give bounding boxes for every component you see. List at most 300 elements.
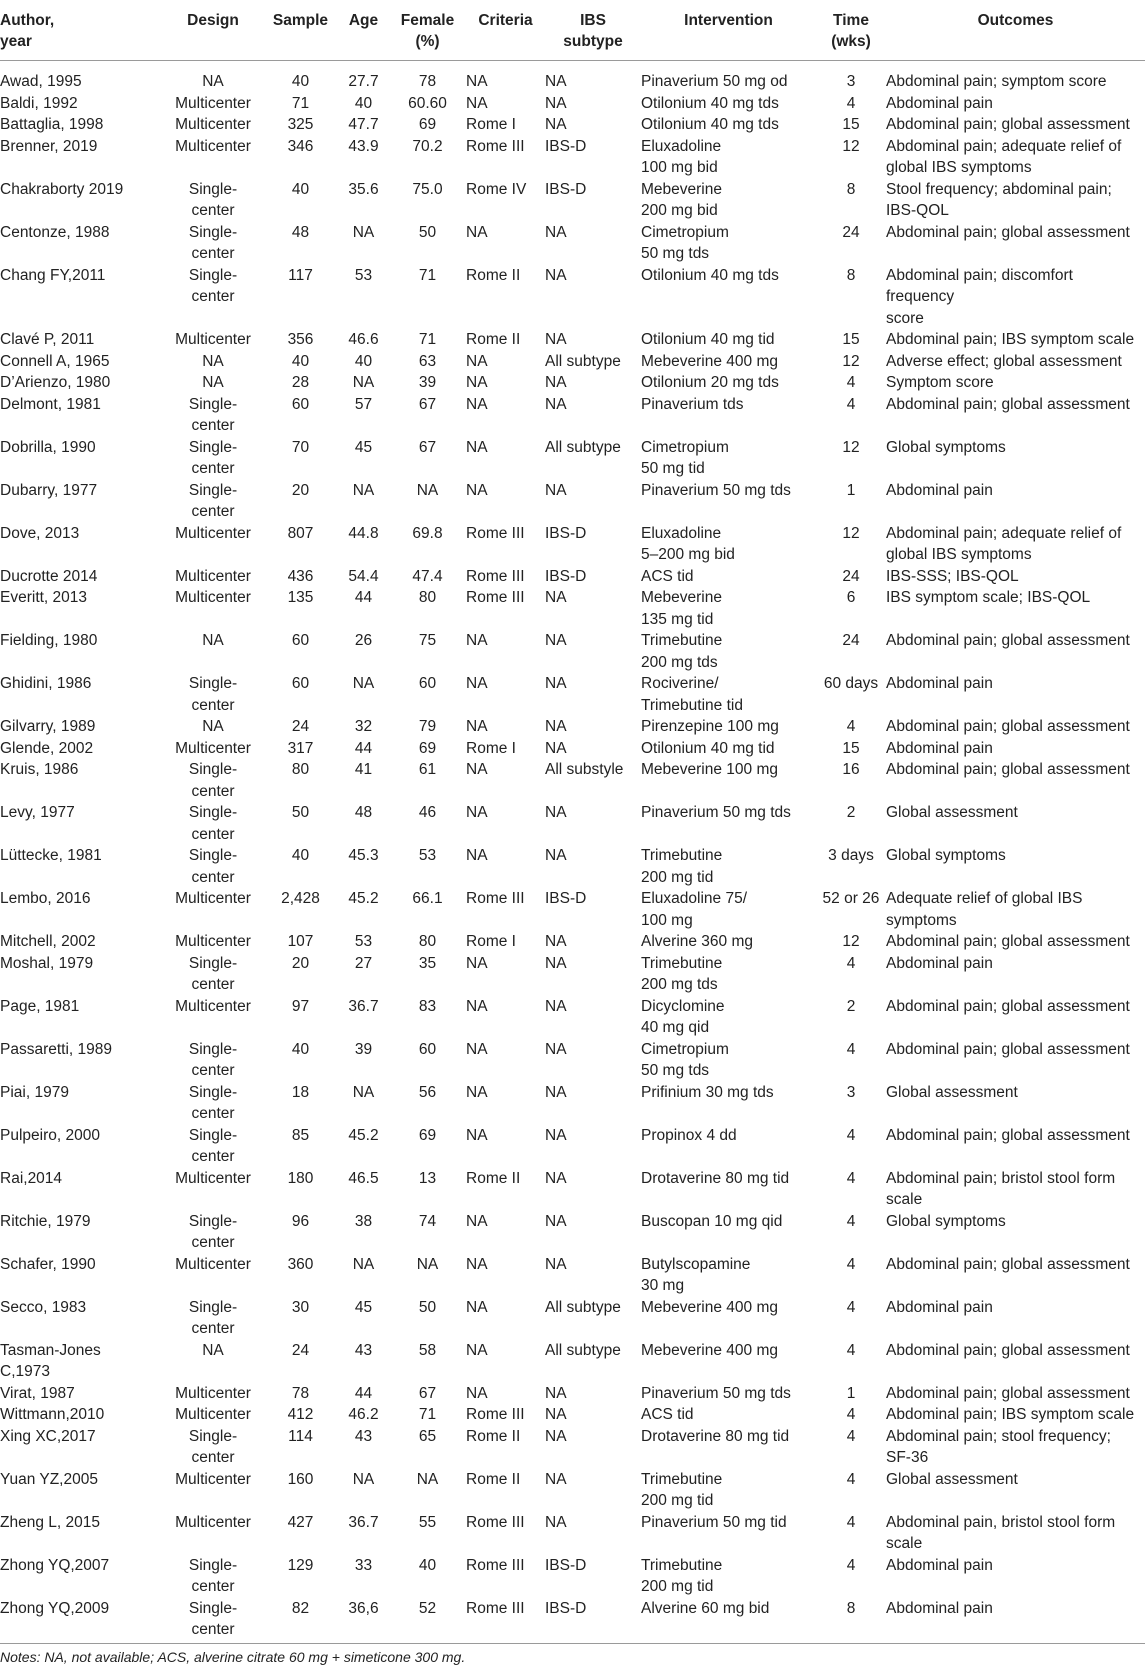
table-row xyxy=(0,630,1145,673)
table-row xyxy=(0,1426,1145,1469)
cell-time-weeks: 15 xyxy=(842,331,860,348)
cell-sample: 18 xyxy=(291,1083,310,1101)
cell-female-percent: 58 xyxy=(418,1341,437,1359)
cell-design: Multicenter xyxy=(175,331,251,348)
cell-intervention: Mebeverine 100 mg xyxy=(641,761,778,778)
table-row xyxy=(0,1512,1145,1555)
cell-age: 40 xyxy=(354,94,373,112)
cell-author-year: Ghidini, 1986 xyxy=(0,675,92,692)
cell-intervention: Trimebutine 200 mg tid xyxy=(641,1556,723,1595)
cell-female-percent: 78 xyxy=(418,73,437,90)
cell-intervention: Cimetropium 50 mg tds xyxy=(641,1040,729,1079)
cell-outcomes: Abdominal pain; bristol stool form scale xyxy=(886,1169,1116,1208)
table-row xyxy=(0,523,1145,566)
cell-author-year: D’Arienzo, 1980 xyxy=(0,374,111,391)
cell-time-weeks: 8 xyxy=(846,180,856,198)
cell-ibs-subtype: NA xyxy=(545,1470,567,1488)
table-row xyxy=(0,1555,1145,1598)
column-header-design: Design xyxy=(187,12,239,29)
cell-time-weeks: 12 xyxy=(842,438,860,456)
cell-design: Multicenter xyxy=(175,1255,251,1273)
table-row xyxy=(0,953,1145,996)
cell-intervention: Propinox 4 dd xyxy=(641,1126,737,1144)
table-row xyxy=(0,222,1145,265)
cell-ibs-subtype: NA xyxy=(545,395,567,413)
cell-intervention: Otilonium 40 mg tds xyxy=(641,94,779,112)
cell-female-percent: 13 xyxy=(418,1169,437,1187)
cell-sample: 40 xyxy=(291,180,310,198)
cell-time-weeks: 4 xyxy=(846,1255,856,1273)
cell-sample: 20 xyxy=(291,481,310,499)
cell-time-weeks: 4 xyxy=(846,395,856,413)
cell-design: Multicenter xyxy=(175,933,251,950)
cell-ibs-subtype: NA xyxy=(545,1513,567,1531)
column-header-intervention: Intervention xyxy=(684,12,773,29)
cell-time-weeks: 15 xyxy=(842,739,860,757)
cell-intervention: Butylscopamine 30 mg xyxy=(641,1255,751,1294)
cell-outcomes: Abdominal pain; adequate relief of global IBS symptoms xyxy=(886,524,1122,563)
cell-intervention: Mebeverine 400 mg xyxy=(641,352,778,370)
cell-sample: 24 xyxy=(291,718,310,735)
cell-criteria: Rome I xyxy=(466,933,516,950)
cell-age: 27 xyxy=(354,954,373,972)
table-row xyxy=(0,265,1145,330)
cell-design: NA xyxy=(202,1341,224,1359)
cell-intervention: Eluxadoline 5–200 mg bid xyxy=(641,524,735,563)
cell-criteria: Rome II xyxy=(466,266,521,284)
cell-female-percent: 55 xyxy=(418,1513,437,1531)
cell-time-weeks: 8 xyxy=(846,1599,856,1617)
cell-author-year: Pulpeiro, 2000 xyxy=(0,1126,100,1144)
cell-criteria: Rome I xyxy=(466,739,516,757)
cell-outcomes: Abdominal pain xyxy=(886,1599,993,1617)
cell-age: 43 xyxy=(354,1341,373,1359)
cell-intervention: Pinaverium 50 mg od xyxy=(641,73,788,90)
cell-time-weeks: 4 xyxy=(846,954,856,972)
table-row xyxy=(0,716,1145,738)
cell-ibs-subtype: NA xyxy=(545,739,567,757)
cell-female-percent: 50 xyxy=(418,1298,437,1316)
column-header-outcomes: Outcomes xyxy=(977,12,1054,29)
cell-female-percent: 79 xyxy=(418,718,437,735)
cell-intervention: Prifinium 30 mg tds xyxy=(641,1083,774,1101)
cell-time-weeks: 3 xyxy=(846,1083,856,1101)
cell-criteria: NA xyxy=(466,1384,488,1402)
cell-age: 46.2 xyxy=(348,1406,379,1423)
cell-intervention: Cimetropium 50 mg tid xyxy=(641,438,729,477)
cell-outcomes: Abdominal pain; global assessment xyxy=(886,223,1130,241)
table-row xyxy=(0,351,1145,373)
cell-ibs-subtype: NA xyxy=(545,589,567,606)
cell-criteria: Rome III xyxy=(466,524,525,542)
cell-design: Single- center xyxy=(188,1298,238,1337)
table-row xyxy=(0,996,1145,1039)
cell-outcomes: Global assessment xyxy=(886,804,1018,821)
cell-sample: 117 xyxy=(288,266,313,284)
cell-design: Single- center xyxy=(188,1040,238,1079)
cell-time-weeks: 4 xyxy=(846,1341,856,1359)
cell-sample: 135 xyxy=(287,589,314,606)
cell-author-year: Xing XC,2017 xyxy=(0,1427,96,1445)
cell-ibs-subtype: NA xyxy=(545,632,567,649)
cell-time-weeks: 24 xyxy=(842,567,860,585)
cell-design: Multicenter xyxy=(175,1513,251,1531)
cell-outcomes: Abdominal pain; discomfort frequency score xyxy=(886,266,1073,327)
table-row xyxy=(0,845,1145,888)
cell-time-weeks: 4 xyxy=(846,1406,856,1423)
cell-age: 45 xyxy=(354,438,373,456)
cell-age: 57 xyxy=(354,395,373,413)
cell-design: Single- center xyxy=(188,223,238,262)
cell-time-weeks: 1 xyxy=(846,1384,856,1402)
table-row xyxy=(0,738,1145,760)
cell-age: 40 xyxy=(354,352,373,370)
cell-ibs-subtype: NA xyxy=(545,374,567,391)
cell-ibs-subtype: NA xyxy=(545,954,567,972)
table-row xyxy=(0,93,1145,115)
cell-female-percent: 63 xyxy=(418,352,437,370)
table-row xyxy=(0,1254,1145,1297)
cell-ibs-subtype: NA xyxy=(545,1169,567,1187)
cell-sample: 70 xyxy=(291,438,310,456)
cell-author-year: Zhong YQ,2009 xyxy=(0,1599,110,1617)
cell-author-year: Piai, 1979 xyxy=(0,1083,69,1101)
cell-outcomes: Abdominal pain xyxy=(886,1556,993,1574)
cell-criteria: Rome III xyxy=(466,137,525,155)
cell-female-percent: 46 xyxy=(418,804,437,821)
cell-intervention: Trimebutine 200 mg tds xyxy=(641,632,723,671)
cell-sample: 129 xyxy=(287,1556,314,1574)
cell-author-year: Tasman-Jones C,1973 xyxy=(0,1341,101,1380)
table-notes: Notes: NA, not available; ACS, alverine citrate 60 mg + simeticone 300 mg. xyxy=(0,1648,466,1665)
cell-female-percent: NA xyxy=(416,1470,439,1488)
cell-intervention: Mebeverine 400 mg xyxy=(641,1341,778,1359)
cell-design: Single- center xyxy=(188,180,238,219)
table-row xyxy=(0,1340,1145,1383)
cell-female-percent: 65 xyxy=(418,1427,437,1445)
cell-intervention: Otilonium 40 mg tds xyxy=(641,266,779,284)
cell-outcomes: Abdominal pain xyxy=(886,94,993,112)
cell-design: NA xyxy=(202,352,224,370)
cell-sample: 114 xyxy=(288,1427,313,1445)
cell-author-year: Ritchie, 1979 xyxy=(0,1212,91,1230)
cell-author-year: Passaretti, 1989 xyxy=(0,1040,113,1058)
table-row xyxy=(0,480,1145,523)
cell-age: 44 xyxy=(354,1384,373,1402)
cell-author-year: Clavé P, 2011 xyxy=(0,331,95,348)
cell-criteria: Rome II xyxy=(466,1470,521,1488)
cell-female-percent: 80 xyxy=(418,933,437,950)
cell-age: 44 xyxy=(354,589,373,606)
cell-design: Multicenter xyxy=(175,1470,251,1488)
cell-design: Multicenter xyxy=(175,1406,251,1423)
cell-design: Multicenter xyxy=(175,567,251,585)
cell-sample: 436 xyxy=(287,567,314,585)
cell-criteria: NA xyxy=(466,1126,488,1144)
cell-sample: 97 xyxy=(291,997,310,1015)
column-header-female-percent: Female (%) xyxy=(400,12,455,50)
cell-criteria: NA xyxy=(466,761,488,778)
table-row xyxy=(0,566,1145,588)
cell-age: 45.2 xyxy=(348,890,379,907)
cell-sample: 60 xyxy=(291,675,310,692)
cell-sample: 325 xyxy=(287,116,314,133)
table-row xyxy=(0,802,1145,845)
cell-criteria: NA xyxy=(466,73,488,90)
cell-outcomes: Global assessment xyxy=(886,1470,1018,1488)
cell-outcomes: Abdominal pain; global assessment xyxy=(886,1126,1130,1144)
cell-sample: 24 xyxy=(291,1341,310,1359)
cell-design: NA xyxy=(202,632,224,649)
cell-ibs-subtype: NA xyxy=(545,266,567,284)
cell-author-year: Yuan YZ,2005 xyxy=(0,1470,98,1488)
cell-design: Single- center xyxy=(188,1556,238,1595)
cell-design: Multicenter xyxy=(175,524,251,542)
cell-sample: 160 xyxy=(287,1470,314,1488)
cell-sample: 107 xyxy=(287,933,314,950)
table-row xyxy=(0,437,1145,480)
cell-time-weeks: 12 xyxy=(842,524,860,542)
cell-outcomes: Abdominal pain; global assessment xyxy=(886,933,1130,950)
cell-intervention: Otilonium 40 mg tid xyxy=(641,331,775,348)
cell-design: Single- center xyxy=(188,954,238,993)
cell-female-percent: 60.60 xyxy=(408,94,447,112)
cell-intervention: Cimetropium 50 mg tds xyxy=(641,223,729,262)
cell-criteria: Rome III xyxy=(466,1599,525,1617)
cell-author-year: Zheng L, 2015 xyxy=(0,1513,100,1531)
cell-design: Single- center xyxy=(188,481,238,520)
cell-sample: 60 xyxy=(291,632,310,649)
cell-outcomes: Adequate relief of global IBS symptoms xyxy=(886,890,1083,929)
cell-author-year: Kruis, 1986 xyxy=(0,761,79,778)
cell-criteria: Rome III xyxy=(466,1406,525,1423)
cell-female-percent: 60 xyxy=(418,1040,437,1058)
cell-time-weeks: 52 or 26 xyxy=(822,890,880,907)
cell-author-year: Page, 1981 xyxy=(0,997,80,1015)
cell-time-weeks: 8 xyxy=(846,266,856,284)
cell-time-weeks: 60 days xyxy=(823,675,879,692)
cell-time-weeks: 4 xyxy=(846,374,856,391)
cell-design: NA xyxy=(202,374,224,391)
cell-author-year: Levy, 1977 xyxy=(0,804,75,821)
table-row xyxy=(0,1211,1145,1254)
table-row xyxy=(0,931,1145,953)
cell-ibs-subtype: NA xyxy=(545,675,567,692)
cell-design: Single- center xyxy=(188,395,238,434)
cell-outcomes: Abdominal pain xyxy=(886,481,993,499)
cell-criteria: NA xyxy=(466,997,488,1015)
cell-sample: 360 xyxy=(287,1255,314,1273)
cell-ibs-subtype: NA xyxy=(545,1427,567,1445)
cell-author-year: Awad, 1995 xyxy=(0,73,82,90)
cell-time-weeks: 24 xyxy=(842,632,860,649)
cell-criteria: NA xyxy=(466,1212,488,1230)
cell-criteria: NA xyxy=(466,1298,488,1316)
cell-outcomes: Global assessment xyxy=(886,1083,1018,1101)
cell-ibs-subtype: NA xyxy=(545,116,567,133)
cell-time-weeks: 4 xyxy=(846,1212,856,1230)
cell-outcomes: Abdominal pain; global assessment xyxy=(886,718,1130,735)
cell-ibs-subtype: IBS-D xyxy=(545,1556,587,1574)
cell-sample: 317 xyxy=(287,739,314,757)
cell-outcomes: Abdominal pain; IBS symptom scale xyxy=(886,1406,1135,1423)
cell-intervention: Drotaverine 80 mg tid xyxy=(641,1169,790,1187)
cell-time-weeks: 6 xyxy=(846,589,856,606)
cell-criteria: Rome III xyxy=(466,890,525,907)
cell-female-percent: 50 xyxy=(418,223,437,241)
cell-female-percent: 52 xyxy=(418,1599,437,1617)
cell-intervention: Dicyclomine 40 mg qid xyxy=(641,997,725,1036)
cell-outcomes: Stool frequency; abdominal pain; IBS-QOL xyxy=(886,180,1112,219)
cell-criteria: NA xyxy=(466,675,488,692)
cell-age: 53 xyxy=(354,933,373,950)
cell-criteria: Rome III xyxy=(466,1513,525,1531)
cell-outcomes: Abdominal pain; global assessment xyxy=(886,1255,1130,1273)
cell-criteria: NA xyxy=(466,374,488,391)
cell-author-year: Gilvarry, 1989 xyxy=(0,718,96,735)
cell-time-weeks: 1 xyxy=(846,481,856,499)
cell-design: Multicenter xyxy=(175,1384,251,1402)
table-row xyxy=(0,1404,1145,1426)
cell-sample: 40 xyxy=(291,73,310,90)
cell-intervention: Mebeverine 200 mg bid xyxy=(641,180,722,219)
cell-criteria: NA xyxy=(466,847,488,864)
table-row xyxy=(0,179,1145,222)
cell-outcomes: Abdominal pain, bristol stool form scale xyxy=(886,1513,1116,1552)
cell-ibs-subtype: IBS-D xyxy=(545,524,587,542)
cell-intervention: Trimebutine 200 mg tid xyxy=(641,1470,723,1509)
cell-criteria: NA xyxy=(466,954,488,972)
cell-design: Multicenter xyxy=(175,890,251,907)
cell-female-percent: 39 xyxy=(418,374,437,391)
cell-intervention: Pinaverium 50 mg tid xyxy=(641,1513,787,1531)
cell-female-percent: 35 xyxy=(418,954,437,972)
cell-time-weeks: 3 days xyxy=(828,847,874,864)
cell-author-year: Ducrotte 2014 xyxy=(0,567,98,585)
cell-female-percent: 74 xyxy=(418,1212,437,1230)
cell-ibs-subtype: IBS-D xyxy=(545,137,587,155)
cell-design: NA xyxy=(202,718,224,735)
cell-design: Multicenter xyxy=(175,94,251,112)
cell-female-percent: 69.8 xyxy=(412,524,443,542)
cell-age: 32 xyxy=(354,718,373,735)
cell-criteria: NA xyxy=(466,481,488,499)
cell-ibs-subtype: All subtype xyxy=(545,1298,621,1316)
cell-sample: 30 xyxy=(291,1298,310,1316)
cell-design: Multicenter xyxy=(175,739,251,757)
cell-age: 38 xyxy=(354,1212,373,1230)
cell-criteria: Rome IV xyxy=(466,180,527,198)
cell-design: Single- center xyxy=(188,761,238,800)
cell-criteria: Rome III xyxy=(466,567,525,585)
cell-age: 44 xyxy=(354,739,373,757)
cell-design: Single- center xyxy=(188,1599,238,1638)
cell-female-percent: 61 xyxy=(418,761,437,778)
cell-ibs-subtype: All subtype xyxy=(545,438,621,456)
cell-time-weeks: 4 xyxy=(846,718,856,735)
cell-ibs-subtype: NA xyxy=(545,1126,567,1144)
cell-design: Single- center xyxy=(188,1427,238,1466)
cell-design: Single- center xyxy=(188,1126,238,1165)
cell-author-year: Baldi, 1992 xyxy=(0,94,78,112)
cell-intervention: Otilonium 40 mg tds xyxy=(641,116,779,133)
cell-time-weeks: 4 xyxy=(846,1513,856,1531)
cell-female-percent: NA xyxy=(416,1255,439,1273)
cell-design: Multicenter xyxy=(175,116,251,133)
cell-author-year: Brenner, 2019 xyxy=(0,137,98,155)
cell-criteria: NA xyxy=(466,395,488,413)
cell-criteria: NA xyxy=(466,804,488,821)
cell-outcomes: Abdominal pain; IBS symptom scale xyxy=(886,331,1135,348)
cell-sample: 60 xyxy=(291,395,310,413)
cell-intervention: Eluxadoline 100 mg bid xyxy=(641,137,722,176)
table-row xyxy=(0,61,1145,93)
cell-age: 45.3 xyxy=(348,847,379,864)
cell-female-percent: 71 xyxy=(418,331,437,348)
cell-ibs-subtype: NA xyxy=(545,1255,567,1273)
cell-intervention: Pirenzepine 100 mg xyxy=(641,718,779,735)
cell-intervention: Trimebutine 200 mg tds xyxy=(641,954,723,993)
table-row xyxy=(0,1125,1145,1168)
table-row xyxy=(0,587,1145,630)
cell-time-weeks: 12 xyxy=(842,137,860,155)
cell-intervention: Rociverine/ Trimebutine tid xyxy=(641,675,743,714)
cell-design: Single- center xyxy=(188,675,238,714)
cell-age: 26 xyxy=(354,632,373,649)
cell-female-percent: 67 xyxy=(418,1384,437,1402)
cell-age: 45.2 xyxy=(348,1126,379,1144)
cell-author-year: Schafer, 1990 xyxy=(0,1255,96,1273)
cell-sample: 78 xyxy=(291,1384,310,1402)
cell-design: Single- center xyxy=(188,438,238,477)
cell-age: 46.6 xyxy=(348,331,379,348)
cell-time-weeks: 4 xyxy=(846,1040,856,1058)
cell-sample: 2,428 xyxy=(281,890,320,907)
cell-female-percent: 71 xyxy=(418,1406,437,1423)
cell-female-percent: 75 xyxy=(418,632,437,649)
cell-design: Single- center xyxy=(188,1212,238,1251)
cell-ibs-subtype: NA xyxy=(545,1384,567,1402)
cell-age: 45 xyxy=(354,1298,373,1316)
cell-outcomes: Abdominal pain xyxy=(886,675,993,692)
cell-author-year: Chang FY,2011 xyxy=(0,266,106,284)
cell-author-year: Everitt, 2013 xyxy=(0,589,88,606)
cell-intervention: Otilonium 40 mg tid xyxy=(641,739,775,757)
cell-outcomes: Abdominal pain; adequate relief of global IBS symptoms xyxy=(886,137,1122,176)
cell-sample: 40 xyxy=(291,1040,310,1058)
cell-female-percent: 40 xyxy=(418,1556,437,1574)
cell-ibs-subtype: NA xyxy=(545,331,567,348)
column-header-age: Age xyxy=(348,12,379,29)
cell-time-weeks: 24 xyxy=(842,223,860,241)
cell-time-weeks: 16 xyxy=(842,761,860,778)
cell-age: NA xyxy=(352,481,375,499)
cell-sample: 80 xyxy=(291,761,310,778)
cell-outcomes: Abdominal pain; symptom score xyxy=(886,73,1107,90)
cell-author-year: Centonze, 1988 xyxy=(0,223,110,241)
cell-ibs-subtype: NA xyxy=(545,847,567,864)
cell-age: 33 xyxy=(354,1556,373,1574)
cell-sample: 85 xyxy=(291,1126,310,1144)
cell-female-percent: 47.4 xyxy=(412,567,443,585)
cell-intervention: Pinaverium tds xyxy=(641,395,744,413)
cell-criteria: Rome II xyxy=(466,331,521,348)
table-row xyxy=(0,114,1145,136)
cell-ibs-subtype: NA xyxy=(545,223,567,241)
cell-ibs-subtype: NA xyxy=(545,933,567,950)
cell-criteria: NA xyxy=(466,718,488,735)
cell-outcomes: Abdominal pain; stool frequency; SF-36 xyxy=(886,1427,1111,1466)
